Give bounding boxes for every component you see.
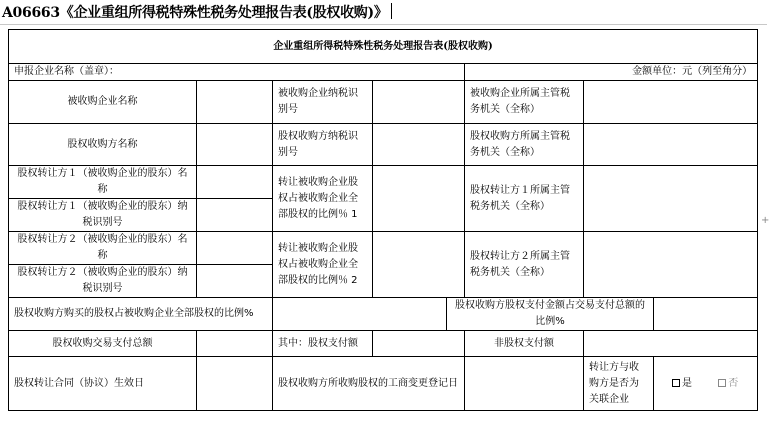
transferor2-taxid-label: 股权转让方２（被收购企业的股东）纳税识别号 xyxy=(9,265,197,298)
table-row xyxy=(9,81,758,124)
acquirer-taxoffice-label: 股权收购方所属主管税务机关（全称） xyxy=(465,124,584,166)
form-title-row xyxy=(9,30,758,64)
contract-date-label: 股权转让合同（协议）生效日 xyxy=(9,357,197,411)
purchase-ratio-label: 股权收购方购买的股权占被收购企业全部股权的比例% xyxy=(9,298,273,331)
yes-checkbox-icon[interactable] xyxy=(672,379,680,387)
acquirer-taxid-label: 股权收购方纳税识别号 xyxy=(273,124,373,166)
no-checkbox-icon[interactable] xyxy=(718,379,726,387)
non-equity-payment-label: 非股权支付额 xyxy=(465,331,584,357)
equity-payment-field[interactable] xyxy=(373,331,465,357)
form-info-row xyxy=(9,64,758,81)
equity-payment-ratio-label: 股权收购方股权支付金额占交易支付总额的比例% xyxy=(447,298,654,331)
acquiree-name-field[interactable] xyxy=(197,81,273,124)
no-label: 否 xyxy=(728,377,739,389)
transferor2-ratio-label: 转让被收购企业股权占被收购企业全部股权的比例％ 2 xyxy=(273,232,373,298)
reporter-label: 申报企业名称（盖章）： xyxy=(9,64,465,81)
registration-date-field[interactable] xyxy=(465,357,584,411)
table-row xyxy=(9,357,758,411)
document-title xyxy=(2,2,392,22)
acquiree-taxoffice-label: 被收购企业所属主管税务机关（全称） xyxy=(465,81,584,124)
table-row xyxy=(9,232,758,265)
related-party-options xyxy=(654,357,758,411)
transferor2-name-field[interactable] xyxy=(197,232,273,265)
transferor1-ratio-field[interactable] xyxy=(373,166,465,232)
contract-date-field[interactable] xyxy=(197,357,273,411)
transferor1-taxoffice-label: 股权转让方１所属主管税务机关（全称） xyxy=(465,166,584,232)
acquirer-name-label: 股权收购方名称 xyxy=(9,124,197,166)
transferor1-name-field[interactable] xyxy=(197,166,273,199)
acquiree-name-label: 被收购企业名称 xyxy=(9,81,197,124)
document-title-text: A06663《企业重组所得税特殊性税务处理报告表(股权收购)》 xyxy=(2,5,388,21)
transferor1-ratio-label: 转让被收购企业股权占被收购企业全部股权的比例％ 1 xyxy=(273,166,373,232)
acquiree-taxid-label: 被收购企业纳税识别号 xyxy=(273,81,373,124)
text-cursor xyxy=(391,3,392,19)
acquirer-taxid-field[interactable] xyxy=(373,124,465,166)
equity-payment-label: 其中：股权支付额 xyxy=(273,331,373,357)
unit-label: 金额单位：元（列至角分） xyxy=(465,64,758,81)
related-yes-option[interactable] xyxy=(659,376,705,392)
transferor1-taxoffice-field[interactable] xyxy=(584,166,758,232)
yes-label: 是 xyxy=(682,377,692,389)
acquirer-name-field[interactable] xyxy=(197,124,273,166)
form-title: 企业重组所得税特殊性税务处理报告表(股权收购) xyxy=(9,30,758,64)
purchase-ratio-field[interactable] xyxy=(273,298,447,331)
transferor2-taxoffice-field[interactable] xyxy=(584,232,758,298)
report-table xyxy=(8,29,758,411)
transferor2-taxid-field[interactable] xyxy=(197,265,273,298)
transferor2-ratio-field[interactable] xyxy=(373,232,465,298)
related-party-label: 转让方与收购方是否为关联企业 xyxy=(584,357,654,411)
non-equity-payment-field[interactable] xyxy=(584,331,758,357)
acquirer-taxoffice-field[interactable] xyxy=(584,124,758,166)
equity-payment-ratio-field[interactable] xyxy=(654,298,758,331)
transferor2-name-label: 股权转让方２（被收购企业的股东）名称 xyxy=(9,232,197,265)
table-row xyxy=(9,298,758,331)
registration-date-label: 股权收购方所收购股权的工商变更登记日 xyxy=(273,357,465,411)
acquiree-taxid-field[interactable] xyxy=(373,81,465,124)
transferor1-taxid-field[interactable] xyxy=(197,199,273,232)
related-no-option[interactable] xyxy=(708,376,748,392)
paragraph-mark-icon: + xyxy=(761,215,769,226)
table-row xyxy=(9,124,758,166)
transferor1-name-label: 股权转让方１（被收购企业的股东）名称 xyxy=(9,166,197,199)
transferor1-taxid-label: 股权转让方１（被收购企业的股东）纳税识别号 xyxy=(9,199,197,232)
acquiree-taxoffice-field[interactable] xyxy=(584,81,758,124)
table-row xyxy=(9,166,758,199)
table-row xyxy=(9,331,758,357)
header-rule xyxy=(0,24,767,25)
total-payment-field[interactable] xyxy=(197,331,273,357)
transferor2-taxoffice-label: 股权转让方２所属主管税务机关（全称） xyxy=(465,232,584,298)
total-payment-label: 股权收购交易支付总额 xyxy=(9,331,197,357)
